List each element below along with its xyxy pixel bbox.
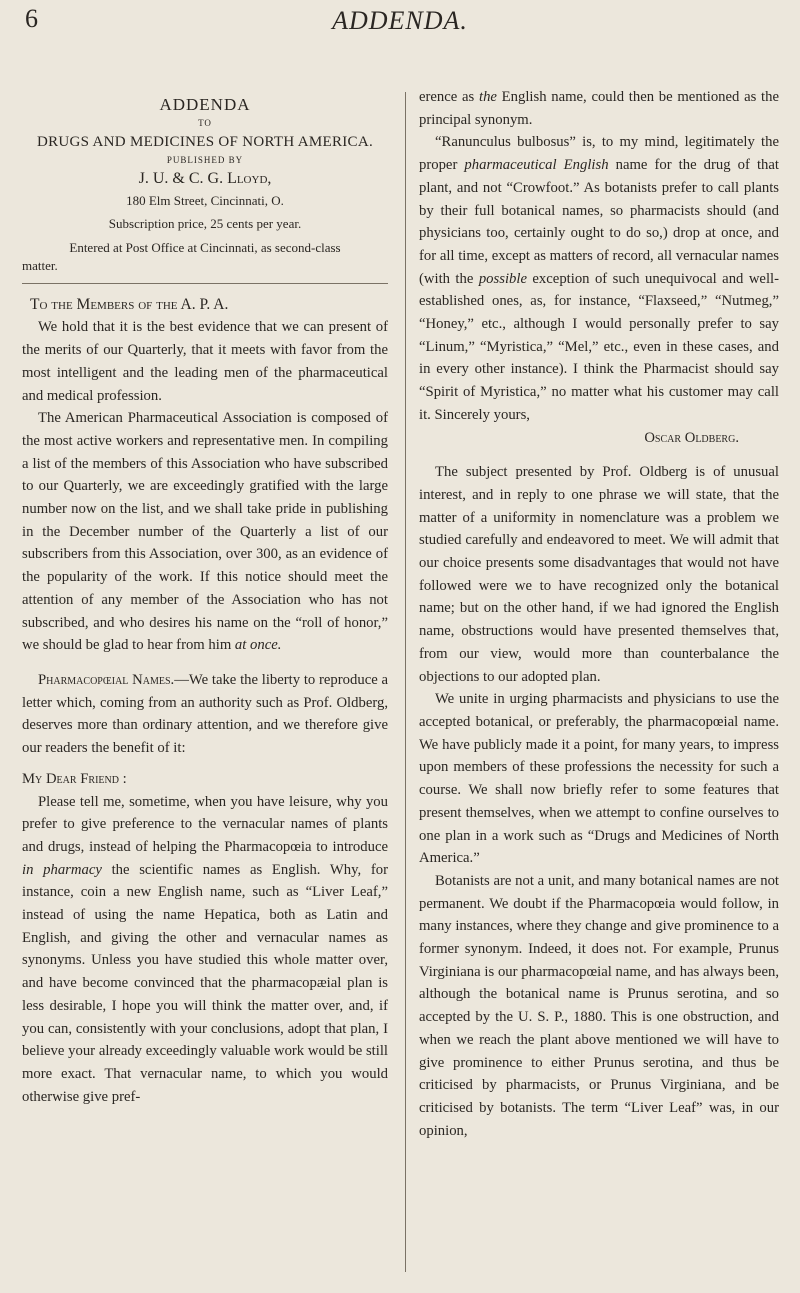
paragraph: [419, 131, 779, 426]
emphasis: the: [478, 89, 497, 105]
paragraph-text: “Ranunculus bulbosus” is, to my mind, legitimately the proper: [419, 134, 779, 174]
paragraph-text: English name, could then be mentioned as the principal synonym.: [419, 89, 779, 128]
paragraph-text: name for the drug of that plant, and not “Crowfoot.” As botanists prefer to call plants by their full botanical names, so pharmacists should (and physicians too, certainly ought to do so,) drop at once, and for all time, except as matters of record, all vernacular names (with the: [419, 157, 779, 287]
masthead-to: TO: [198, 118, 212, 129]
emphasis: possible: [478, 270, 527, 287]
right-column: [419, 86, 779, 1142]
paragraph-text: exception of such unequivocal and well-established ones, as, for instance, “Flaxseed,” “Nutmeg,” “Honey,” etc., although I would personally prefer to say “Linum,” “Myristica,” “Mel,” etc., even in these cases, and in every other instance). I think the Pharmacist should say “Spirit of Myristica,” no matter what his customer may call it. Sincerely yours,: [419, 270, 780, 423]
paragraph: [22, 407, 388, 657]
spacer: [22, 657, 388, 669]
masthead: [22, 94, 388, 275]
masthead-published-by: PUBLISHED BY: [166, 155, 244, 166]
masthead-address: 180 Elm Street, Cincinnati, O.: [126, 192, 284, 208]
spacer: [22, 760, 388, 768]
paragraph: We hold that it is the best evidence that we can present of the merits of our Quarterly, that it meets with favor from the most intelligent and the leading men of the pharmaceutical and medical profession.: [22, 319, 388, 404]
paragraph-text: —We take the liberty to reproduce a letter which, coming from an authority such as Prof. Oldberg, deserves more than ordinary attention, and we therefore give our readers the benefit of it:: [22, 672, 389, 757]
paragraph: [419, 86, 779, 131]
salutation: My Dear Friend :: [22, 770, 127, 787]
paragraph: Botanists are not a unit, and many botanical names are not permanent. We doubt if the Pharmacopœia would follow, in many instances, where they change and give prominence to a former synonym. Indeed, it does not. For example, Prunus Virginiana is our pharmacopœial name, and has always been, although the botanical name is Prunus serotina, and so accepted by the U. S. P., 1880. This is one obstruction, and when we reach the plant above mentioned we will have to give prominence to either Prunus serotina, and thus be criticised by pharmacists, or Prunus Virginiana, and be criticised by botanists. The term “Liver Leaf” was, in our opinion,: [419, 872, 779, 1139]
masthead-publishers: J. U. & C. G. Lloyd,: [138, 169, 272, 187]
spacer: [419, 449, 779, 461]
paragraph: We unite in urging pharmacists and physicians to use the accepted botanical, or preferably, the pharmacopœial name. We have publicly made it a point, for many years, to impress upon members of these professions the necessity for such a course. We shall now briefly refer to some features that present themselves, when we attempt to confine ourselves to one plan in a work such as “Drugs and Medicines of North America.”: [419, 691, 779, 867]
running-head: ADDENDA.: [332, 6, 468, 35]
emphasis: pharmaceutical English: [464, 157, 609, 174]
members-heading: To the Members of the A. P. A.: [30, 295, 229, 313]
left-column: [22, 94, 388, 1108]
paragraph-text: the scientific names as English. Why, for instance, coin a new English name, such as “Liver Leaf,” instead of using the name Hepatica, both as Latin and English, and giving the other and vernacular names as synonyms. Unless you have studied this whole matter over, and have become convinced that the pharmacopæial plan is less desirable, I hope you will think the matter over, and, if you can, consistently with your conclusions, adopt that plan, I believe your already exceedingly valuable work would be still more exact. That vernacular name, to which you would otherwise give pref-: [22, 861, 388, 1105]
paragraph: [22, 669, 388, 760]
section-lead: Pharmacopœial Names.: [38, 672, 175, 688]
paragraph-text: The American Pharmaceutical Association is composed of the most active workers and representative men. In compiling a list of the members of this Association who have subscribed to our Quarterly, we are exceedingly gratified with the large number now on the list, and we shall take pride in publishing in the December number of the Quarterly a list of our subscribers from this Association, over 300, as an evidence of the popularity of the work. If this notice should meet the attention of any member of the Association who has not subscribed, and who desires his name on the “roll of honor,” we should be glad to hear from him: [22, 410, 388, 654]
signature: Oscar Oldberg.: [644, 429, 739, 446]
paragraph: [22, 791, 388, 1109]
paragraph: The subject presented by Prof. Oldberg is of unusual interest, and in reply to one phrase we will state, that the matter of a uniformity in nomenclature was a problem we studied carefully and endeavored to meet. We will admit that our choice presents some disadvantages that would not have followed were we to have recognized only the botanical name; but on the other hand, if we had ignored the English name, obstructions would have presented themselves that, from our view, would more than counterbalance the objections to our adopted plan.: [419, 464, 779, 685]
entered-note-1: Entered at Post Office at Cincinnati, as second-class: [69, 239, 341, 255]
paragraph-text: Please tell me, sometime, when you have leisure, why you prefer to give preference to the vernacular names of plants and drugs, instead of helping the Pharmacopœia to introduce: [22, 793, 388, 855]
entered-note-2: matter.: [22, 257, 58, 273]
masthead-rule: [22, 283, 388, 284]
masthead-title: ADDENDA: [159, 95, 251, 114]
column-divider: [405, 92, 406, 1272]
page-number: 6: [25, 4, 38, 33]
subscription-price: Subscription price, 25 cents per year.: [108, 215, 302, 231]
emphasis: at once.: [234, 637, 282, 654]
paragraph-text: erence as: [419, 89, 479, 105]
emphasis: in pharmacy: [22, 861, 102, 878]
masthead-subtitle: DRUGS AND MEDICINES OF NORTH AMERICA.: [36, 133, 374, 150]
